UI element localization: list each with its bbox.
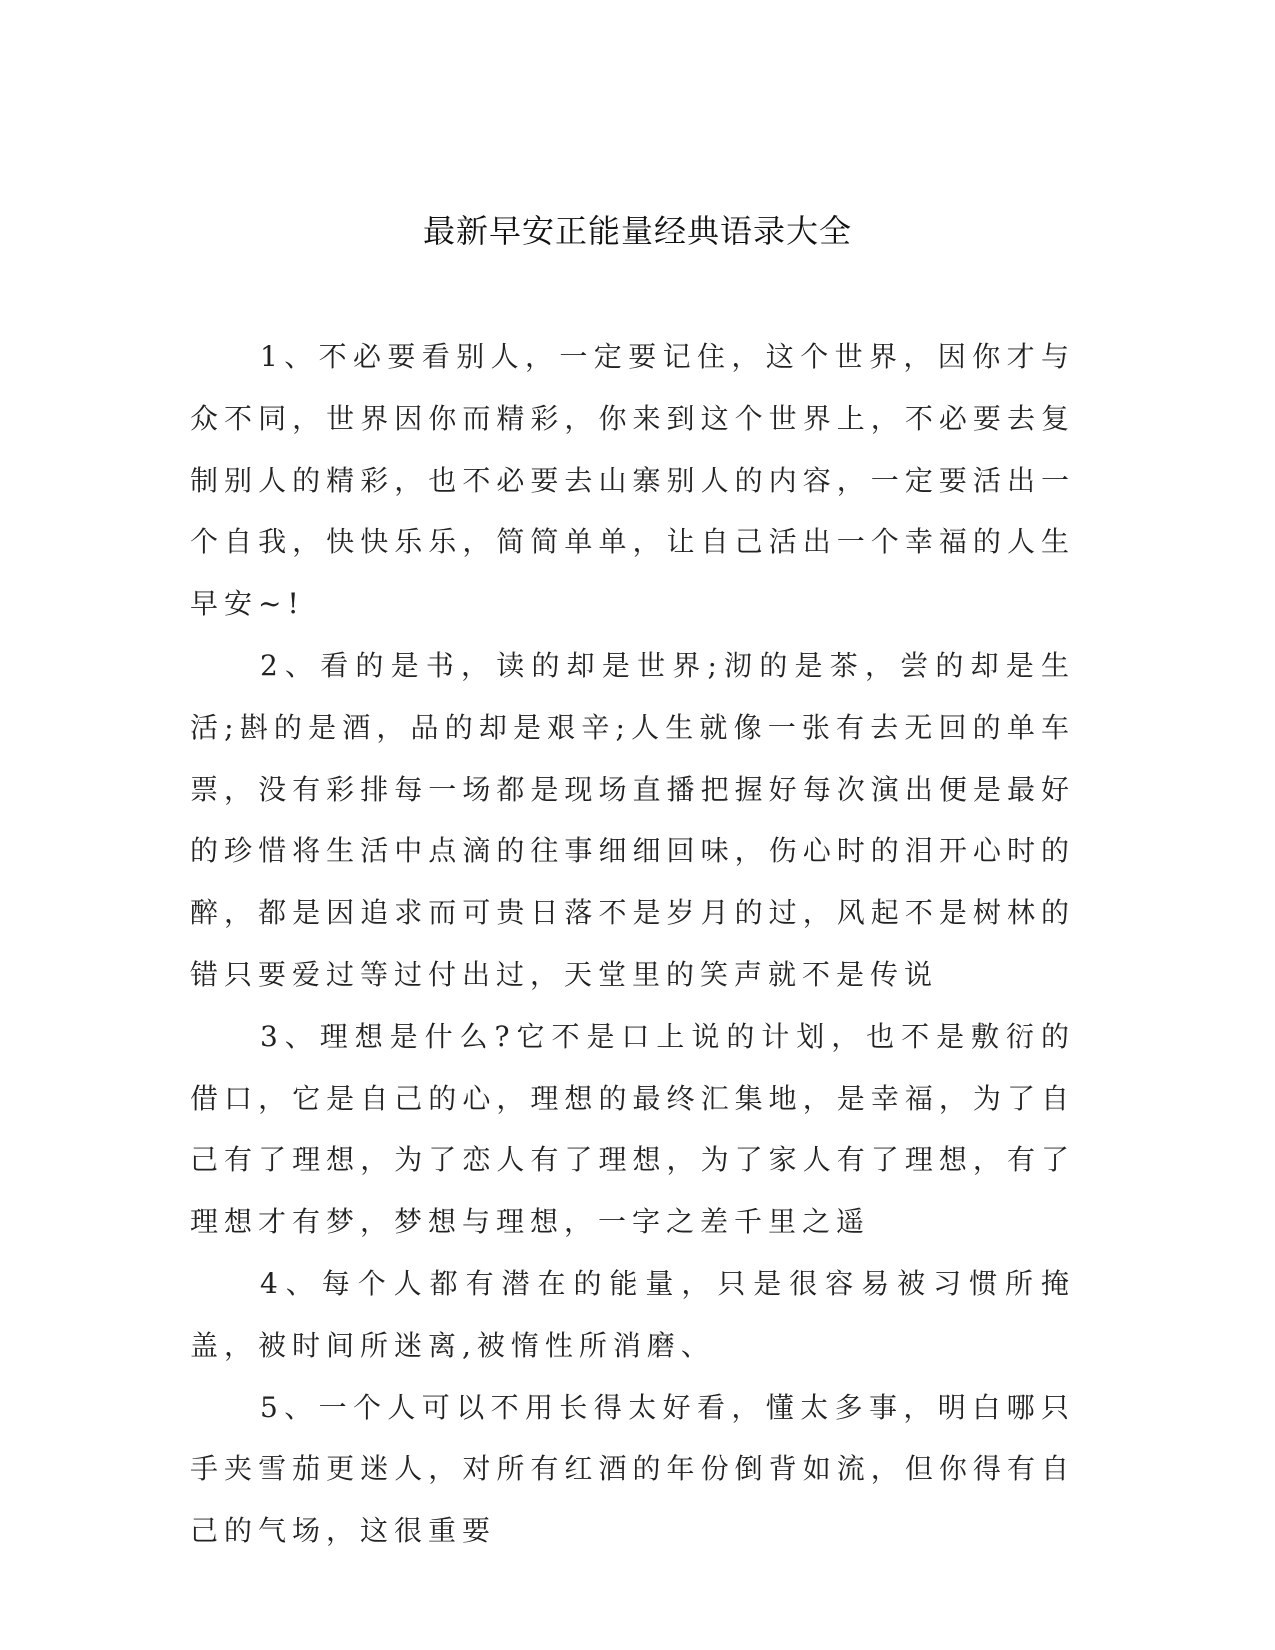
paragraph-5: 5、一个人可以不用长得太好看，懂太多事，明白哪只手夹雪茄更迷人，对所有红酒的年份倒背如流，但你得有自己的气场，这很重要 <box>190 1390 1075 1548</box>
paragraph-2: 2、看的是书，读的却是世界;沏的是茶，尝的却是生活;斟的是酒，品的却是艰辛;人生就像一张有去无回的单车票，没有彩排每一场都是现场直播把握好每次演出便是最好的珍惜将生活中点滴的往事细细回味，伤心时的泪开心时的醉，都是因追求而可贵日落不是岁月的过，风起不是树林的错只要爱过等过付出过，天堂里的笑声就不是传说 <box>190 648 1075 991</box>
paragraph-1: 1、不必要看别人，一定要记住，这个世界，因你才与众不同，世界因你而精彩，你来到这个世界上，不必要去复制别人的精彩，也不必要去山寨别人的内容，一定要活出一个自我，快快乐乐，简简单单，让自己活出一个幸福的人生早安~! <box>190 340 1075 621</box>
document-title: 最新早安正能量经典语录大全 <box>422 212 852 250</box>
paragraph-4: 4、每个人都有潜在的能量，只是很容易被习惯所掩盖，被时间所迷离,被惰性所消磨、 <box>190 1266 1075 1362</box>
document-body <box>190 326 1075 1562</box>
paragraph-3: 3、理想是什么?它不是口上说的计划，也不是敷衍的借口，它是自己的心，理想的最终汇集地，是幸福，为了自己有了理想，为了恋人有了理想，为了家人有了理想，有了理想才有梦，梦想与理想，一字之差千里之遥 <box>190 1019 1075 1239</box>
